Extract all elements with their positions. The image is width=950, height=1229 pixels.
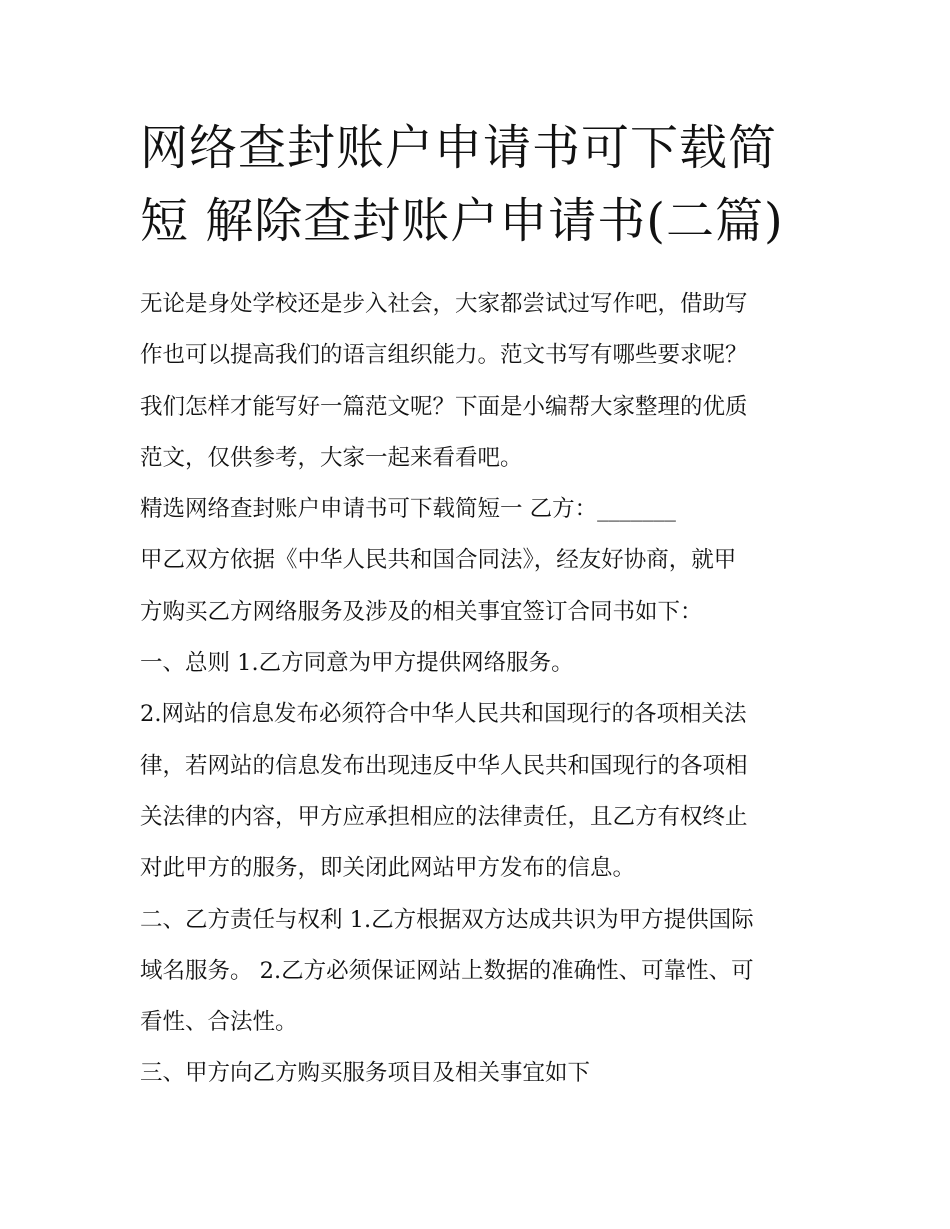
- body-line: 精选网络查封账户申请书可下载简短一 乙方：_______: [140, 496, 676, 523]
- body-line: 甲乙双方依据《中华人民共和国合同法》，经友好协商，就甲: [140, 547, 737, 574]
- body-line: 2.网站的信息发布必须符合中华人民共和国现行的各项相关法: [140, 701, 747, 728]
- document-title: [140, 112, 840, 258]
- body-line: 看性、合法性。: [140, 1009, 298, 1036]
- body-line: 对此甲方的服务，即关闭此网站甲方发布的信息。: [140, 855, 636, 882]
- title-line: 短 解除查封账户申请书(二篇): [140, 193, 784, 249]
- body-line: 二、乙方责任与权利 1.乙方根据双方达成共识为甲方提供国际: [140, 906, 754, 933]
- body-line: 三、甲方向乙方购买服务项目及相关事宜如下: [140, 1060, 591, 1087]
- body-line: 方购买乙方网络服务及涉及的相关事宜签订合同书如下：: [140, 598, 703, 625]
- body-line: 域名服务。 2.乙方必须保证网站上数据的准确性、可靠性、可: [140, 957, 754, 984]
- body-line: 我们怎样才能写好一篇范文呢？下面是小编帮大家整理的优质: [140, 393, 748, 420]
- body-line: 关法律的内容，甲方应承担相应的法律责任，且乙方有权终止: [140, 803, 748, 830]
- body-line: 一、总则 1.乙方同意为甲方提供网络服务。: [140, 650, 574, 677]
- body-line: 范文，仅供参考，大家一起来看看吧。: [140, 444, 523, 471]
- body-line: 律，若网站的信息发布出现违反中华人民共和国现行的各项相: [140, 752, 748, 779]
- document-body: [140, 279, 820, 1100]
- body-line: 无论是身处学校还是步入社会，大家都尝试过写作吧，借助写: [140, 291, 748, 317]
- title-line: 网络查封账户申请书可下载简: [140, 120, 778, 176]
- body-line: 作也可以提高我们的语言组织能力。范文书写有哪些要求呢？: [140, 342, 748, 369]
